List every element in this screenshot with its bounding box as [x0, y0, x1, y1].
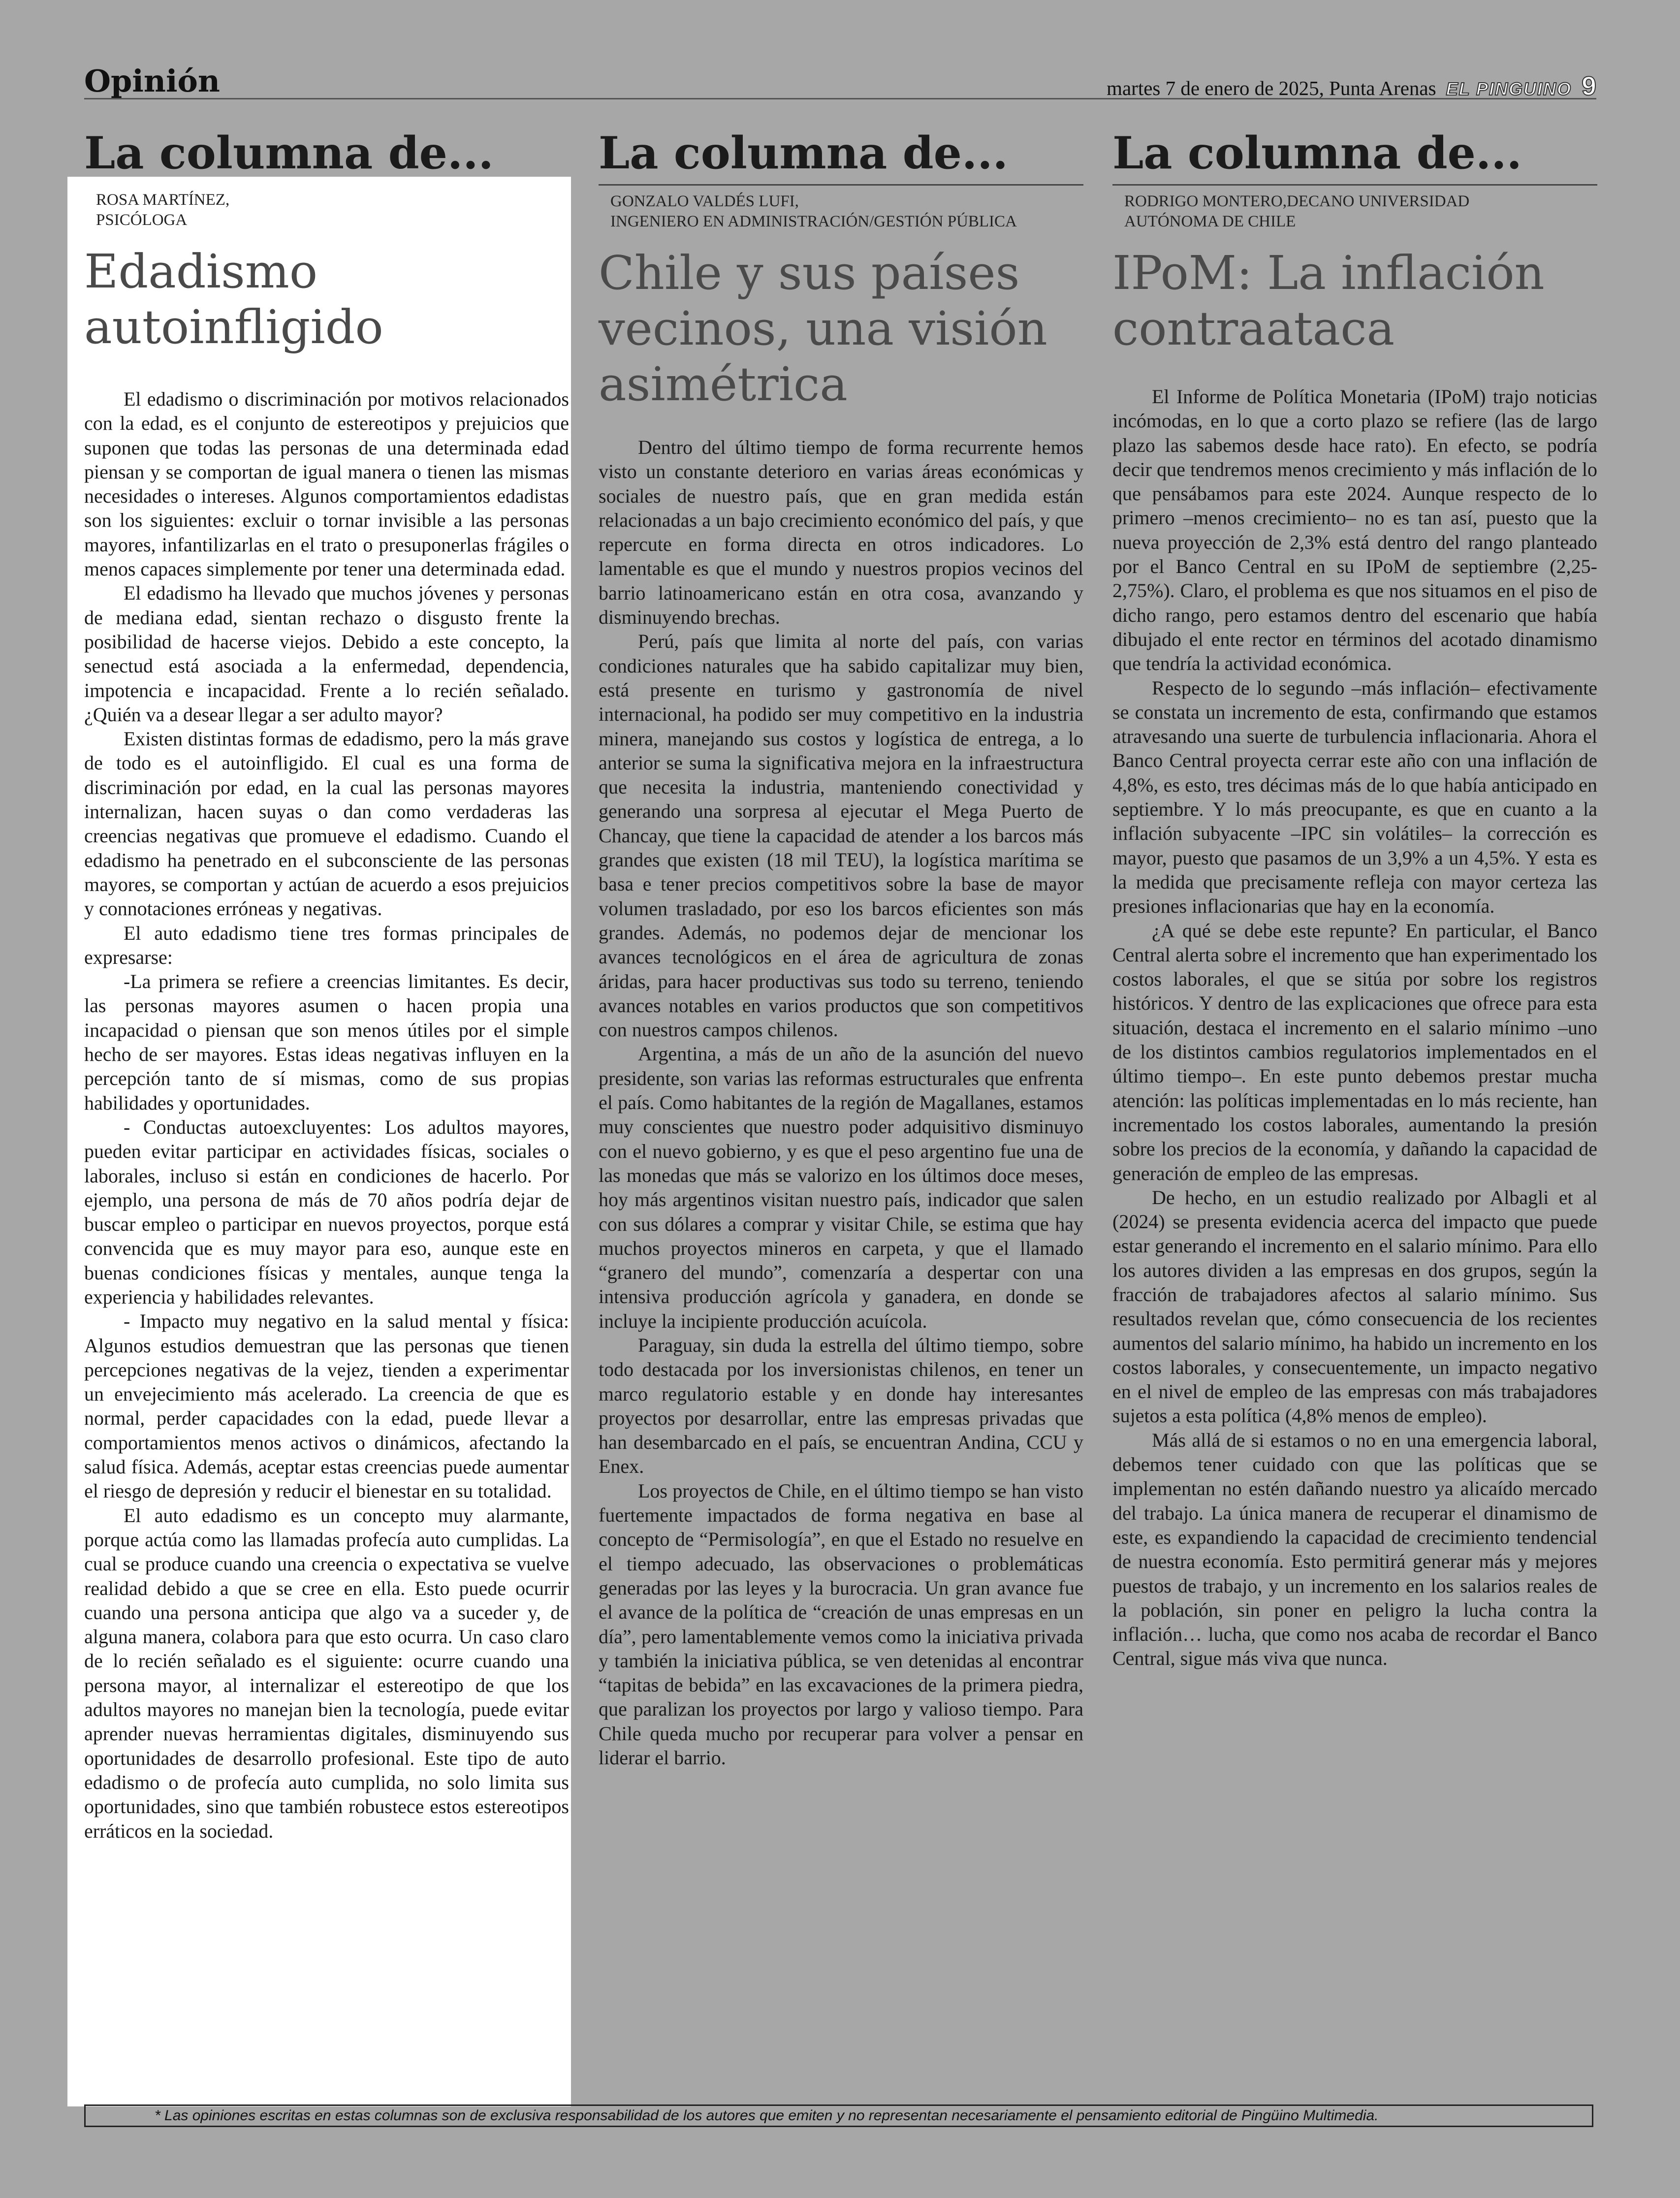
- opinion-column-3: [1112, 126, 1597, 1671]
- column-kicker: La columna de...: [84, 127, 494, 179]
- author-name: GONZALO VALDÉS LUFI,: [610, 192, 799, 210]
- section-title: Opinión: [84, 63, 220, 99]
- paragraph: - Conductas autoexcluyentes: Los adultos mayores, pueden evitar participar en actividades físicas, sociales o laborales, incluso si están en condiciones de hacerlo. Por ejemplo, una persona de más de 70 años podría dejar de buscar empleo o participar en nuevos proyectos, porque está convencida que es muy mayor para eso, aunque este en buenas condiciones físicas y mentales, aunque tenga la experiencia y habilidades relevantes.: [84, 1115, 569, 1308]
- paragraph: El edadismo o discriminación por motivos relacionados con la edad, es el conjunto de estereotipos y prejuicios que suponen que todas las personas de una determinada edad piensan y se comportan de igual manera o tienen las mismas necesidades o intereses. Algunos comportamientos edadistas son los siguientes: excluir o tornar invisible a las personas mayores, infantilizarlas en el trato o presuponerlas frágiles o menos capaces simplemente por tener una determinada edad.: [84, 388, 569, 580]
- paragraph: Perú, país que limita al norte del país, con varias condiciones naturales que ha sabido capitalizar muy bien, está presente en turismo y gastronomía de nivel internacional, ha podido ser muy competitivo en la industria minera, manejando sus costos y logística de entrega, a lo anterior se suma la significativa mejora en la infraestructura que necesita la industria, manteniendo conectividad y generando una sorpresa al ejecutar el Mega Puerto de Chancay, que tiene la capacidad de atender a los barcos más grandes que existen (18 mil TEU), la logística marítima se basa e tener precios competitivos sobre la base de mayor volumen trasladado, por eso los barcos eficientes son más grandes. Además, no podemos dejar de mencionar los avances tecnológicos en el área de agricultura de zonas áridas, para hacer productivas sus todo su terreno, teniendo avances notables en varios productos que son competitivos con nuestros campos chilenos.: [599, 630, 1083, 1041]
- author-byline: [599, 186, 1083, 241]
- page-number: 9: [1581, 71, 1596, 101]
- paragraph: El Informe de Política Monetaria (IPoM) trajo noticias incómodas, en lo que a corto plazo se refiere (las de largo plazo las sabemos desde hace rato). En efecto, se podría decir que tendremos menos crecimiento y más inflación de lo que pensábamos para este 2024. Aunque respecto de lo primero –menos crecimiento– no es tan así, puesto que la nueva proyección de 2,3% está dentro del rango planteado por el Banco Central en su IPoM de septiembre (2,25-2,75%). Claro, el problema es que nos situamos en el piso de dicho rango, pero estamos dentro del escenario que había dibujado el ente rector en términos del acotado dinamismo que tendría la actividad económica.: [1112, 385, 1597, 675]
- author-name: ROSA MARTÍNEZ,: [96, 191, 230, 209]
- author-title: AUTÓNOMA DE CHILE: [1124, 213, 1296, 230]
- author-title: INGENIERO EN ADMINISTRACIÓN/GESTIÓN PÚBLICA: [610, 213, 1017, 230]
- article-body: [1112, 384, 1597, 1671]
- paragraph: Argentina, a más de un año de la asunción del nuevo presidente, son varias las reformas estructurales que enfrenta el país. Como habitantes de la región de Magallanes, estamos muy conscientes que nuestro poder adquisitivo disminuyo con el nuevo gobierno, y es que el peso argentino fue una de las monedas que más se valorizo en los últimos doce meses, hoy más argentinos visitan nuestro país, indicador que salen con sus dólares a comprar y visitar Chile, se estima que hay muchos proyectos mineros en carpeta, y que el llamado “granero del mundo”, comenzaría a despertar con una intensiva producción agrícola y ganadera, en donde se incluye la incipiente producción acuícola.: [599, 1043, 1083, 1332]
- author-title: PSICÓLOGA: [96, 211, 188, 229]
- article-headline: Edadismo autoinfligido: [84, 245, 383, 354]
- article-headline: Chile y sus países vecinos, una visión asimétrica: [599, 246, 1047, 412]
- author-name: RODRIGO MONTERO,DECANO UNIVERSIDAD: [1124, 192, 1470, 210]
- publication-date: martes 7 de enero de 2025, Punta Arenas: [1107, 77, 1436, 99]
- paragraph: De hecho, en un estudio realizado por Albagli et al (2024) se presenta evidencia acerca del impacto que puede estar generando el incremento en el salario mínimo. Para ello los autores dividen a las empresas en dos grupos, según la fracción de trabajadores afectos al salario mínimo. Sus resultados revelan que, cómo consecuencia de los recientes aumentos del salario mínimo, ha habido un incremento en los costos laborales, y consecuentemente, un impacto negativo en el nivel de empleo de las empresas con más trabajadores sujetos a esta política (4,8% menos de empleo).: [1112, 1186, 1597, 1427]
- paragraph: Paraguay, sin duda la estrella del último tiempo, sobre todo destacada por los inversionistas chilenos, en tener un marco regulatorio estable y en donde hay interesantes proyectos por desarrollar, entre las empresas privadas que han desembarcado en el país, se encuentran Andina, CCU y Enex.: [599, 1334, 1083, 1478]
- article-headline: IPoM: La inflación contraataca: [1112, 246, 1545, 356]
- paragraph: Los proyectos de Chile, en el último tiempo se han visto fuertemente impactados de forma negativa en base al concepto de “Permisología”, en que el Estado no resuelve en el tiempo adecuado, las observaciones o problemáticas generadas por las leyes y la burocracia. Un gran avance fue el avance de la política de “creación de unas empresas en un día”, pero lamentablemente vemos como la iniciativa privada y también la iniciativa pública, se ven detenidas al encontrar “tapitas de bebida” en las excavaciones de la primera piedra, que paralizan los proyectos por largo y valioso tiempo. Para Chile queda mucho por recuperar para volver a pensar en liderar el barrio.: [599, 1479, 1083, 1769]
- dateline: [1107, 71, 1596, 101]
- paragraph: El auto edadismo es un concepto muy alarmante, porque actúa como las llamadas profecía auto cumplidas. La cual se produce cuando una creencia o expectativa se vuelve realidad debido a que se cree en ella. Esto puede ocurrir cuando una persona anticipa que algo va a suceder y, de alguna manera, colabora para que esto ocurra. Un caso claro de lo recién señalado es el siguiente: ocurre cuando una persona mayor, al internalizar el estereotipo de que los adultos mayores no manejan bien la tecnología, puede evitar aprender nuevas herramientas digitales, disminuyendo sus oportunidades de desarrollo profesional. Este tipo de auto edadismo o de profecía auto cumplida, no solo limita sus oportunidades, sino que también robustece estos estereotipos erráticos en la sociedad.: [84, 1504, 569, 1842]
- article-body: [84, 387, 569, 1843]
- author-byline: [1112, 186, 1597, 241]
- paragraph: - Impacto muy negativo en la salud mental y física: Algunos estudios demuestran que las personas que tienen percepciones negativas de la vejez, tienden a experimentar un envejecimiento más acelerado. La creencia de que es normal, perder capacidades con la edad, puede llevar a comportamientos menos activos o dinámicos, afectando la salud física. Además, aceptar estas creencias puede aumentar el riesgo de depresión y reducir el bienestar en su totalidad.: [84, 1310, 569, 1502]
- paragraph: Respecto de lo segundo –más inflación– efectivamente se constata un incremento de esta, confirmando que estamos atravesando una suerte de turbulencia inflacionaria. Ahora el Banco Central proyecta cerrar este año con una inflación de 4,8%, es esto, tres décimas más de lo que había anticipado en septiembre. Y lo más preocupante, es que en cuanto a la inflación subyacente –IPC sin volátiles– la corrección es mayor, puesto que pasamos de un 3,9% a un 4,5%. Y esta es la medida que precisamente refleja con mayor certeza las presiones inflacionarias que hay en la economía.: [1112, 676, 1597, 918]
- page-header: [84, 60, 1596, 99]
- newspaper-brand: EL PINGUINO: [1446, 79, 1572, 99]
- paragraph: Existen distintas formas de edadismo, pero la más grave de todo es el autoinfligido. El cual es una forma de discriminación por edad, en la cual las personas mayores internalizan, hacen suyas o dan como verdaderas las creencias negativas que promueve el edadismo. Cuando el edadismo ha penetrado en el subconsciente de las personas mayores, se comportan y actúan de acuerdo a esos prejuicios y connotaciones erróneas y negativas.: [84, 728, 569, 920]
- column-kicker: La columna de...: [1112, 126, 1597, 186]
- paragraph: El edadismo ha llevado que muchos jóvenes y personas de mediana edad, sientan rechazo o disgusto frente la posibilidad de hacerse viejos. Debido a este concepto, la senectud está asociada a la enfermedad, dependencia, impotencia e incapacidad. Frente a lo recién señalado. ¿Quién va a desear llegar a ser adulto mayor?: [84, 582, 569, 726]
- column-kicker: La columna de...: [599, 126, 1083, 186]
- editorial-disclaimer: * Las opiniones escritas en estas columnas son de exclusiva responsabilidad de los autores que emiten y no representan necesariamente el pensamiento editorial de Pingüino Multimedia.: [84, 2104, 1593, 2127]
- paragraph: ¿A qué se debe este repunte? En particular, el Banco Central alerta sobre el incremento que han experimentado los costos laborales, el que se sitúa por sobre los registros históricos. Y dentro de las explicaciones que ofrece para esta situación, destaca el incremento en el salario mínimo –uno de los distintos cambios regulatorios implementados en el último tiempo–. En este punto debemos prestar mucha atención: las políticas implementadas en lo más reciente, han incrementado los costos laborales, aumentando la presión sobre los precios de la economía, y dañando la capacidad de generación de empleo de las empresas.: [1112, 919, 1597, 1184]
- paragraph: Más allá de si estamos o no en una emergencia laboral, debemos tener cuidado con que las políticas que se implementan no estén dañando nuestro ya alicaído mercado del trabajo. La única manera de recuperar el dinamismo de este, es expandiendo la capacidad de crecimiento tendencial de nuestra economía. Esto permitirá generar más y mejores puestos de trabajo, y un incremento en los salarios reales de la población, sin poner en peligro la lucha contra la inflación… lucha, que como nos acaba de recordar el Banco Central, sigue más viva que nunca.: [1112, 1429, 1597, 1670]
- paragraph: Dentro del último tiempo de forma recurrente hemos visto un constante deterioro en varias áreas económicas y sociales de nuestro país, que en gran medida están relacionadas a un bajo crecimiento económico del país, y que repercute en forma directa en otros indicadores. Lo lamentable es que el mundo y nuestros propios vecinos del barrio latinoamericano están en otra cosa, avanzando y disminuyendo brechas.: [599, 436, 1083, 629]
- opinion-column-1: [84, 126, 569, 1843]
- paragraph: El auto edadismo tiene tres formas principales de expresarse:: [84, 922, 569, 968]
- author-byline: [84, 184, 569, 239]
- article-body: [599, 435, 1083, 1770]
- paragraph: -La primera se refiere a creencias limitantes. Es decir, las personas mayores asumen o hacen propia una incapacidad o piensan que son menos útiles por el simple hecho de ser mayores. Estas ideas negativas influyen en la percepción tanto de sí mismas, como de sus propias habilidades y oportunidades.: [84, 970, 569, 1114]
- opinion-column-2: [599, 126, 1083, 1770]
